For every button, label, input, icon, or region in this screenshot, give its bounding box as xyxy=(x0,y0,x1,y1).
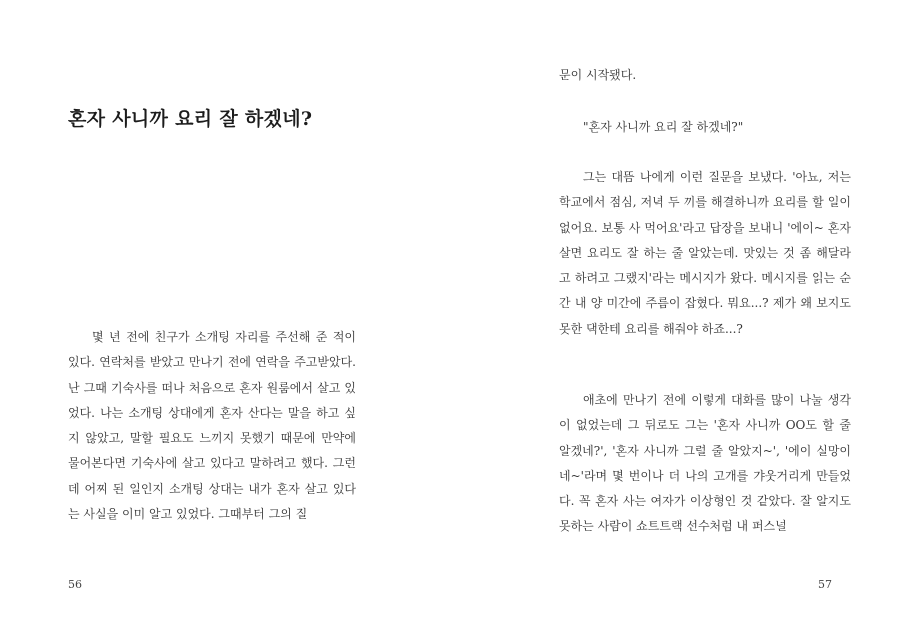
chapter-title: 혼자 사니까 요리 잘 하겠네? xyxy=(68,108,313,130)
right-page xyxy=(450,0,900,640)
continuation-line: 문이 시작됐다. xyxy=(559,68,637,82)
page-number-left: 56 xyxy=(68,578,82,591)
right-body-text-2 xyxy=(559,388,851,540)
right-paragraph-1: 그는 대뜸 나에게 이런 질문을 보냈다. '아뇨, 저는 학교에서 점심, 저녁 두 끼를 해결하니까 요리를 할 일이 없어요. 보통 사 먹어요'라고 답장을 보내니 '에이~ 혼자 살면 요리도 잘 하는 줄 알았는데. 맛있는 것 좀 해달라고 하려고 그랬지'라는 메시지가 왔다. 메시지를 읽는 순간 내 양 미간에 주름이 잡혔다. 뭐요...? 제가 왜 보지도 못한 댁한테 요리를 해줘야 하죠...? xyxy=(559,170,851,336)
right-paragraph-2: 애초에 만나기 전에 이렇게 대화를 많이 나눌 생각이 없었는데 그 뒤로도 그는 '혼자 사니까 OO도 할 줄 알겠네?', '혼자 사니까 그럴 줄 알았지~', '에이 실망이네~'라며 몇 번이나 더 나의 고개를 갸웃거리게 만들었다. 꼭 혼자 사는 여자가 이상형인 것 같았다. 잘 알지도 못하는 사람이 쇼트트랙 선수처럼 내 퍼스널 xyxy=(559,393,851,534)
quote-line: "혼자 사니까 요리 잘 하겠네?" xyxy=(583,120,744,134)
page-number-right: 57 xyxy=(818,578,832,591)
left-paragraph: 몇 년 전에 친구가 소개팅 자리를 주선해 준 적이 있다. 연락처를 받았고 만나기 전에 연락을 주고받았다. 난 그때 기숙사를 떠나 처음으로 혼자 원룸에서 살고 있었다. 나는 소개팅 상대에게 혼자 산다는 말을 하고 싶지 않았고, 말할 필요도 느끼지 못했기 때문에 만약에 물어본다면 기숙사에 살고 있다고 말하려고 했다. 그런데 어찌 된 일인지 소개팅 상대는 내가 혼자 살고 있다는 사실을 이미 알고 있었다. 그때부터 그의 질 xyxy=(68,330,356,522)
right-body-text-1 xyxy=(559,165,851,342)
left-body-text xyxy=(68,325,356,527)
